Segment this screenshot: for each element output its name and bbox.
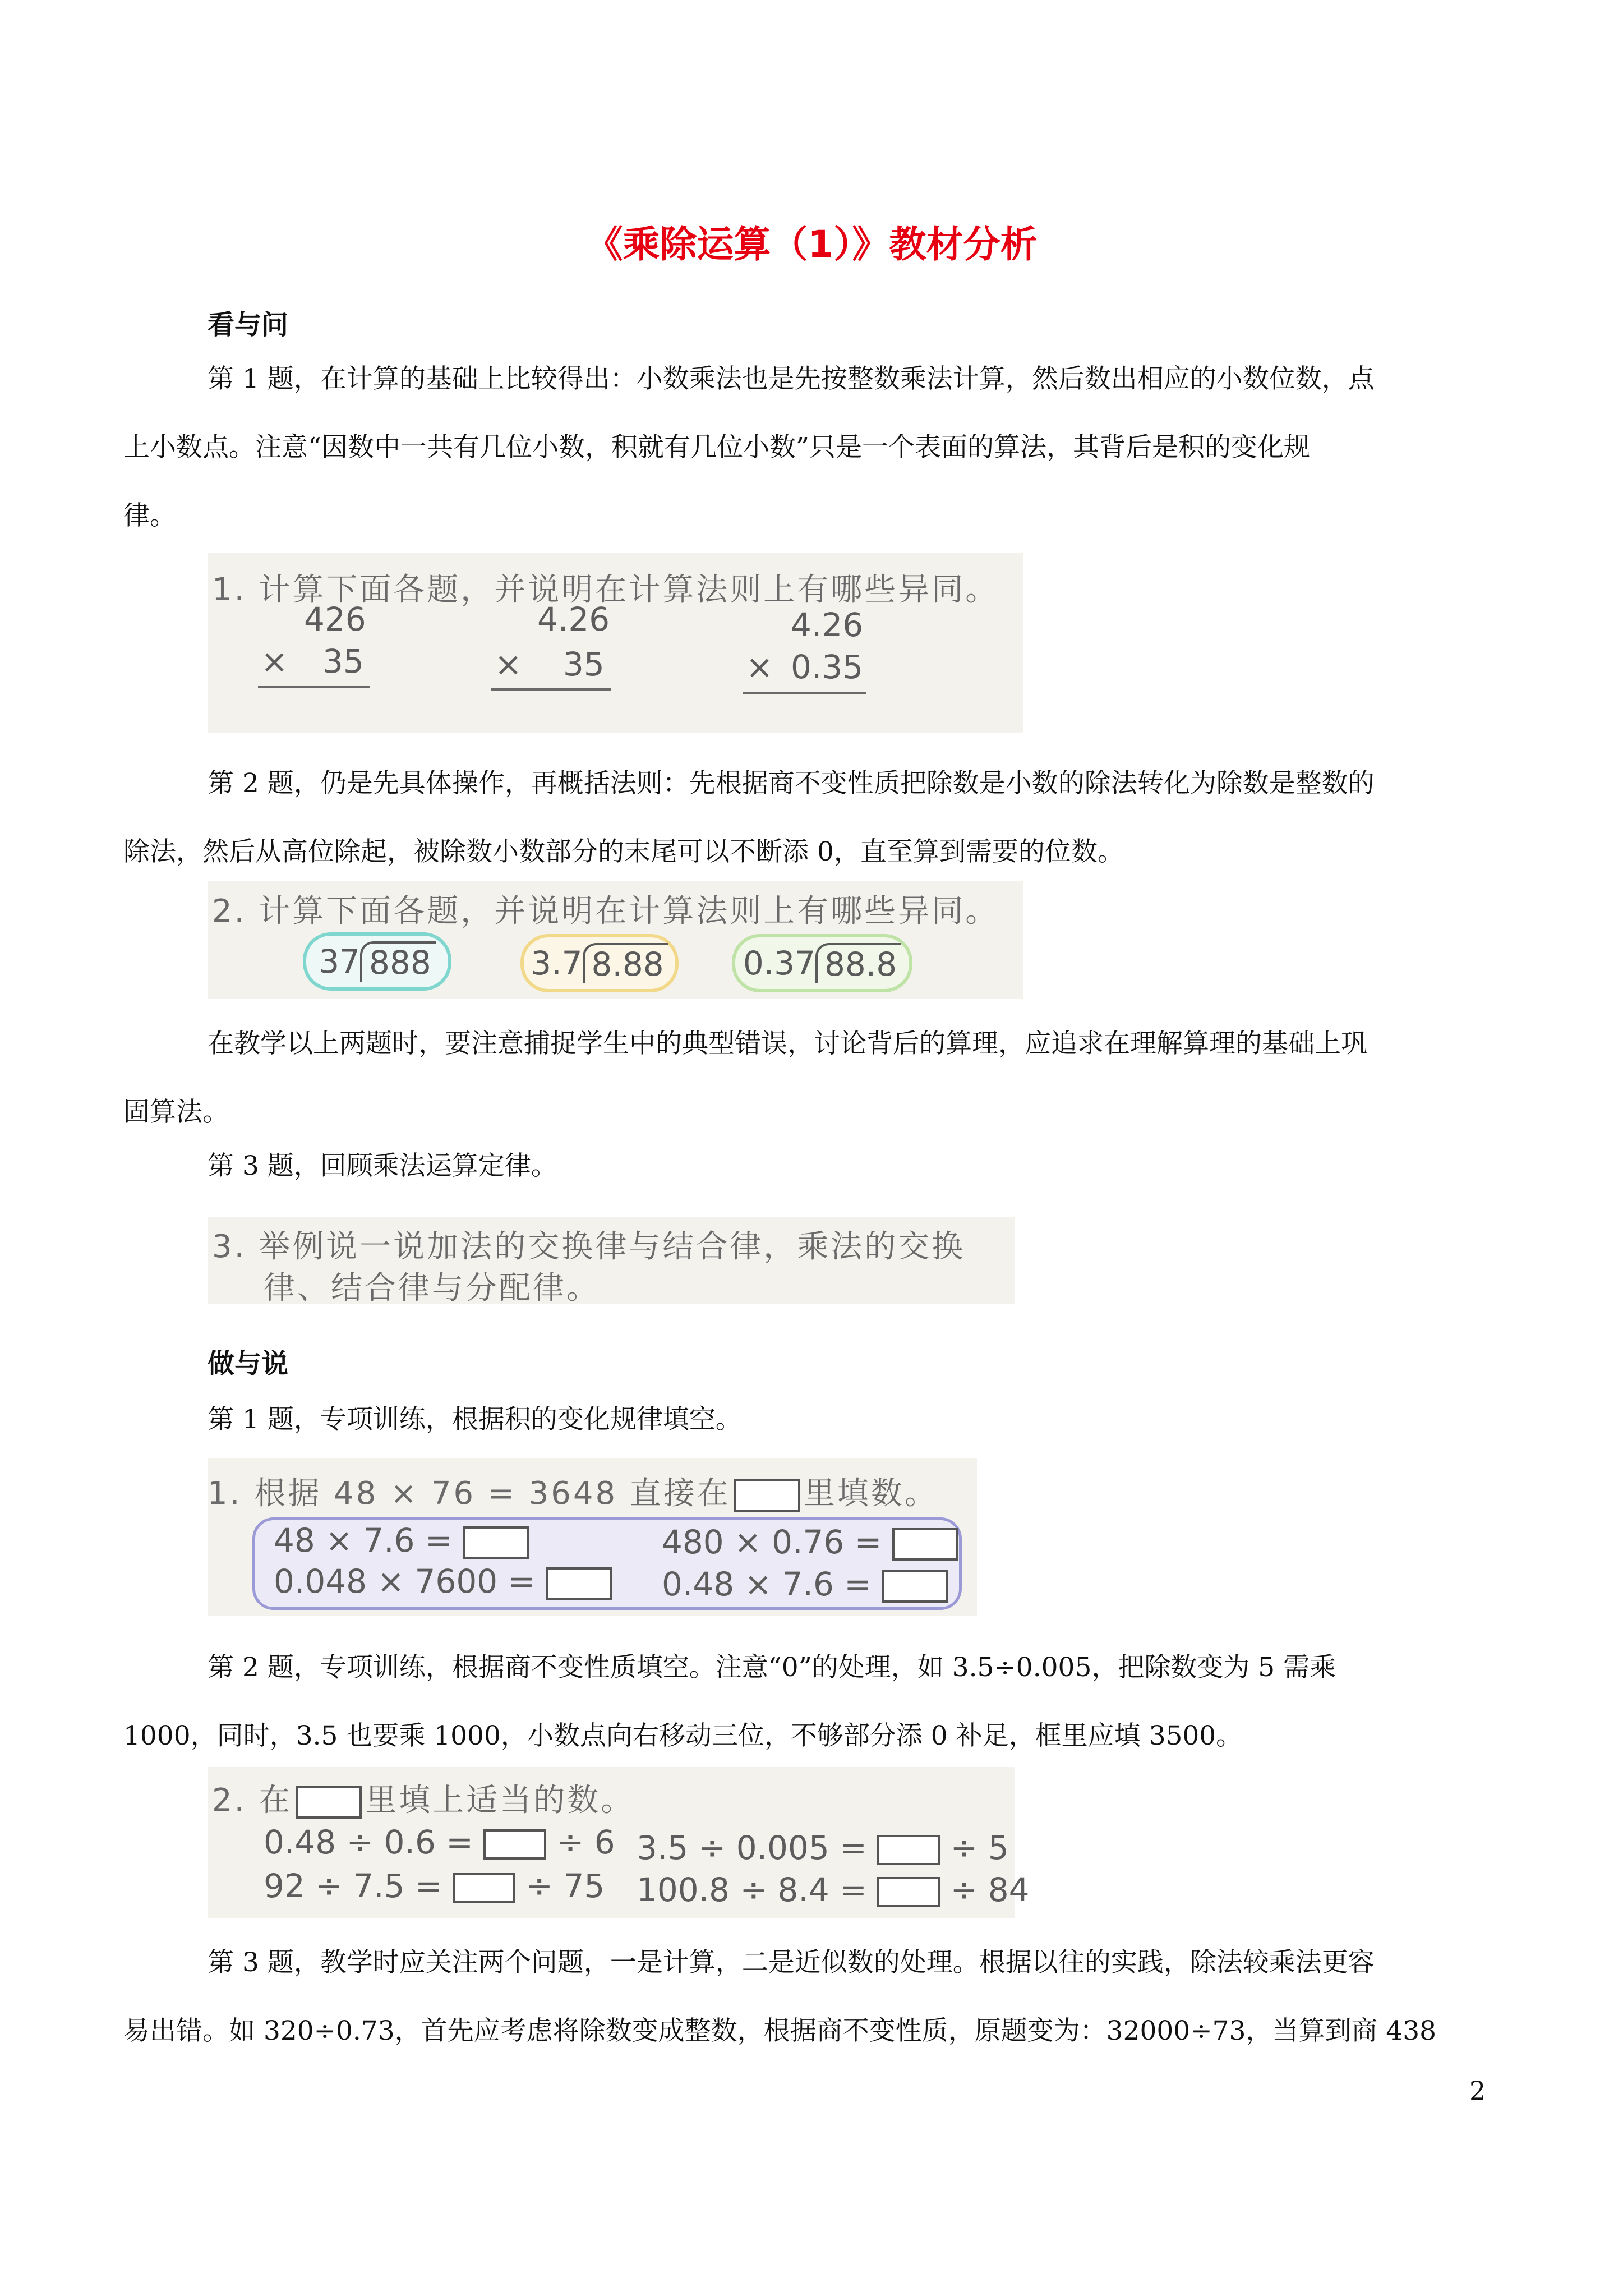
paragraph-line: 第 3 题，回顾乘法运算定律。	[208, 1151, 557, 1181]
figure-question: 1. 计算下面各题，并说明在计算法则上有哪些异同。	[212, 572, 999, 608]
sum-line	[743, 692, 866, 694]
paragraph-line: 第 2 题，专项训练，根据商不变性质填空。注意“0”的处理，如 3.5÷0.005，把除数变为 5 需乘	[208, 1652, 1336, 1683]
section-heading-look-and-ask: 看与问	[208, 309, 289, 341]
multiplicand: 426	[304, 600, 366, 638]
multiply-sign: ×	[495, 645, 522, 683]
paragraph-7	[123, 1929, 1497, 2065]
page-number: 2	[1469, 2076, 1486, 2106]
division-problem-pill	[732, 934, 912, 992]
paragraph-line: 律。	[123, 500, 176, 531]
multiplicand: 4.26	[537, 600, 610, 638]
blank-box-icon	[296, 1786, 362, 1819]
answer-box[interactable]	[882, 1570, 948, 1603]
exercise-item: 0.048 × 7600 =	[274, 1562, 612, 1600]
sum-line	[491, 688, 611, 691]
figure-question: 2. 计算下面各题，并说明在计算法则上有哪些异同。	[212, 893, 999, 930]
exercise-item: 92 ÷ 7.5 = ÷ 75	[264, 1867, 605, 1905]
answer-box[interactable]	[483, 1829, 546, 1860]
textbook-figure-3	[208, 1217, 1015, 1304]
textbook-figure-2	[208, 881, 1023, 999]
paragraph-3	[123, 1010, 1497, 1147]
multiplicand: 4.26	[791, 606, 864, 644]
multiplier: 35	[563, 645, 605, 683]
exercise-item: 0.48 × 7.6 =	[662, 1565, 948, 1603]
paragraph-line: 第 1 题，在计算的基础上比较得出：小数乘法也是先按整数乘法计算，然后数出相应的小数位数，点	[208, 364, 1375, 394]
paragraph-line: 第 2 题，仍是先具体操作，再概括法则：先根据商不变性质把除数是小数的除法转化为除数是整数的	[208, 768, 1375, 799]
exercise-item: 3.5 ÷ 0.005 = ÷ 5	[637, 1829, 1009, 1867]
paragraph-6	[123, 1634, 1497, 1770]
division-problem-pill	[520, 934, 679, 992]
dividend: 8.88	[583, 943, 668, 983]
sum-line	[258, 686, 370, 688]
answer-box[interactable]	[453, 1873, 515, 1903]
paragraph-line: 上小数点。注意“因数中一共有几位小数，积就有几位小数”只是一个表面的算法，其背后是积的变化规	[123, 432, 1311, 463]
section-heading-do-and-say: 做与说	[208, 1348, 289, 1379]
paragraph-line: 在教学以上两题时，要注意捕捉学生中的典型错误，讨论背后的算理，应追求在理解算理的基础上巩	[208, 1028, 1367, 1059]
figure-question: 1. 根据 48 × 76 = 3648 直接在 里填数。	[208, 1475, 938, 1512]
paragraph-2	[123, 749, 1497, 886]
textbook-figure-4	[208, 1458, 977, 1616]
dividend: 88.8	[815, 943, 901, 983]
answer-box[interactable]	[463, 1526, 529, 1559]
textbook-figure-1	[208, 553, 1023, 733]
multiplier: 0.35	[791, 648, 864, 686]
answer-box[interactable]	[892, 1528, 958, 1561]
divisor: 3.7	[531, 944, 583, 982]
multiplier: 35	[322, 642, 364, 680]
exercise-item: 480 × 0.76 =	[662, 1523, 958, 1561]
exercise-item: 48 × 7.6 =	[274, 1521, 529, 1559]
figure-question: 2. 在 里填上适当的数。	[212, 1782, 635, 1819]
paragraph-4	[208, 1132, 1497, 1200]
figure-question-line: 律、结合律与分配律。	[264, 1270, 600, 1306]
textbook-figure-5	[208, 1767, 1030, 1918]
blank-box-icon	[734, 1479, 800, 1512]
multiply-sign: ×	[746, 648, 773, 686]
answer-box[interactable]	[546, 1567, 612, 1600]
divisor: 37	[319, 942, 361, 981]
figure-question-line: 3. 举例说一说加法的交换律与结合律，乘法的交换	[212, 1228, 966, 1265]
exercise-item: 100.8 ÷ 8.4 = ÷ 84	[637, 1871, 1030, 1909]
paragraph-line: 除法，然后从高位除起，被除数小数部分的末尾可以不断添 0，直至算到需要的位数。	[123, 836, 1124, 867]
paragraph-line: 第 3 题，教学时应关注两个问题，一是计算，二是近似数的处理。根据以往的实践，除法较乘法更容	[208, 1947, 1375, 1978]
divisor: 0.37	[743, 944, 815, 982]
dividend: 888	[360, 941, 436, 982]
document-title: 《乘除运算（1）》教材分析	[585, 223, 1038, 266]
multiply-sign: ×	[261, 642, 288, 680]
division-problem-pill	[303, 932, 451, 991]
paragraph-1	[123, 345, 1497, 550]
paragraph-line: 1000，同时，3.5 也要乘 1000，小数点向右移动三位，不够部分添 0 补足，框里应填 3500。	[123, 1720, 1243, 1751]
paragraph-5	[208, 1386, 1497, 1454]
exercise-item: 0.48 ÷ 0.6 = ÷ 6	[264, 1823, 615, 1861]
paragraph-line: 固算法。	[123, 1097, 229, 1128]
paragraph-line: 第 1 题，专项训练，根据积的变化规律填空。	[208, 1404, 742, 1435]
answer-box[interactable]	[877, 1877, 940, 1907]
paragraph-line: 易出错。如 320÷0.73，首先应考虑将除数变成整数，根据商不变性质，原题变为：32000÷73，当算到商 438	[123, 2016, 1437, 2046]
answer-box[interactable]	[877, 1835, 940, 1865]
